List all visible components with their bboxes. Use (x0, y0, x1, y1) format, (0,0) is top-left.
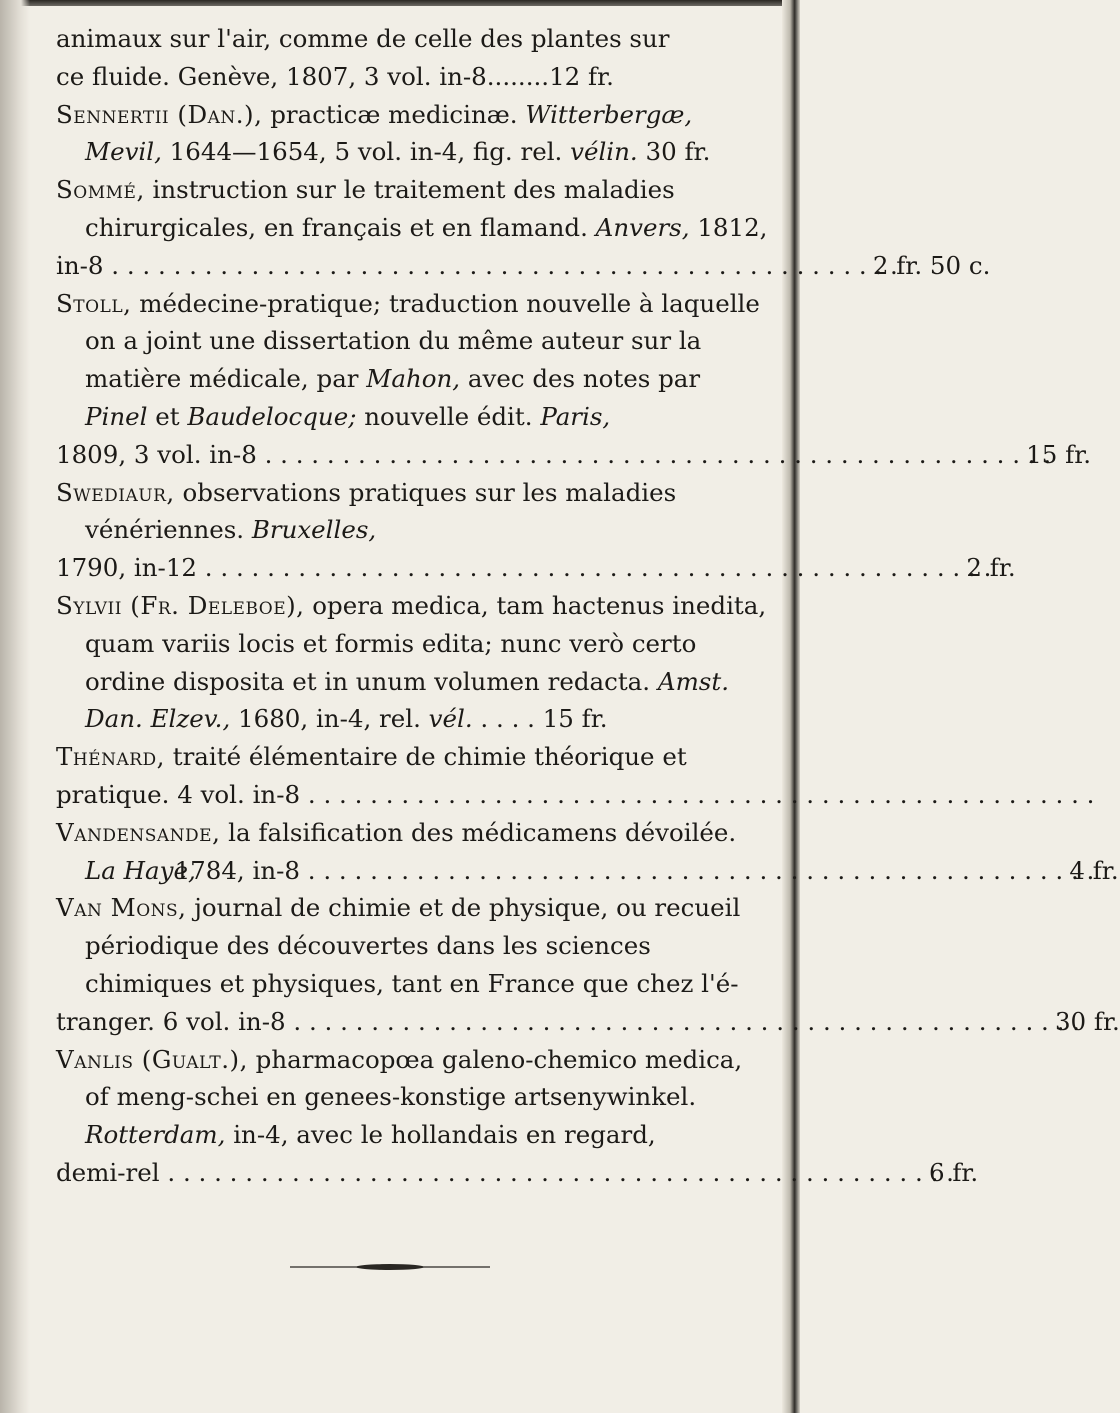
entry-place: Bruxelles, (251, 515, 377, 545)
entry-title: journal de chimie et de physique, ou recueil périodique des découvertes dans les sciences chimiques et physiques, tant en France que chez l'é- (85, 893, 741, 998)
entry-author: Vanlis (Gualt.), (56, 1044, 248, 1074)
entry-format: tranger. 6 vol. in-8 . . . (85, 1003, 1080, 1041)
entry-title: traité élémentaire de chimie théorique et (164, 742, 687, 772)
entry-binding: vél. (428, 704, 473, 734)
entry-author: Sommé, (56, 175, 145, 205)
entry-sennertii (56, 96, 768, 172)
entry-author: Stoll, (56, 288, 132, 318)
entry-place: La Haye, (85, 855, 196, 885)
entry-format: in-8 . . . (85, 247, 898, 285)
entry-author: Thénard, (56, 742, 165, 772)
entry-title: practicæ medicinæ. (262, 99, 526, 129)
entry-continuation (56, 20, 768, 96)
entry-format: 1790, in-12 . . . (85, 549, 991, 587)
entry-format: 1784, in-8 . . . (204, 852, 1095, 890)
entry-price: 15 fr. (542, 704, 608, 734)
entry-format: demi-rel . . . (85, 1154, 954, 1192)
page-top-edge (0, 0, 800, 6)
entry-somme (56, 171, 991, 284)
entry-title: la falsification des médicamens dévoilée. (220, 817, 737, 847)
entry-title: médecine-pratique; traduction nouvelle à laquelle on a joint une dissertation du même auteur sur la matière médicale, par (85, 288, 760, 394)
entry-text: avec des notes par (460, 364, 701, 394)
page-right-edge (782, 0, 800, 1413)
entry-place: Rotterdam, (85, 1120, 226, 1150)
entry-person: Baudelocque; (187, 401, 357, 431)
entry-sylvii: Sylvii (Fr. Deleboe), opera medica, tam hactenus inedita, quam variis locis et formis edita; nunc verò certo ordine disposita et in unum volumen redacta. Amst. Dan. Elzev., 1680, in-4, rel. vél. . . . . 15 fr. (56, 590, 767, 734)
entry-van-mons (56, 889, 1120, 1040)
entry-details: 1812, (689, 212, 768, 242)
catalog-page (56, 20, 1120, 1192)
entry-title: instruction sur le traitement des maladies chirurgicales, en français et en flamand. (85, 175, 675, 242)
entry-place: Paris, (540, 401, 611, 431)
entry-price: 2 fr. (966, 553, 1016, 583)
entry-line: animaux sur l'air, comme de celle des plantes sur (56, 24, 670, 53)
entry-author: Vandensande, (56, 817, 221, 847)
entry-author: Sennertii (Dan.), (56, 99, 263, 129)
entry-details: 1680, in-4, rel. (230, 704, 429, 734)
entry-author: Sylvii (Fr. Deleboe), (56, 590, 305, 620)
entry-price: 15 fr. (1026, 439, 1092, 469)
entry-person: Pinel (85, 401, 148, 431)
entry-price: 30 fr. (645, 137, 711, 167)
entry-author: Swediaur, (56, 477, 175, 507)
entry-thenard (56, 738, 768, 814)
entry-line: ce fluide. Genève, 1807, 3 vol. in-8........12 fr. (56, 61, 614, 91)
entry-person: Mahon, (366, 364, 461, 394)
entry-swediaur (56, 474, 1016, 587)
entry-place: Amst. Dan. Elzev., (85, 666, 730, 734)
entry-binding: vélin. (570, 137, 638, 167)
entry-format: 1809, 3 vol. in-8 . . . (85, 436, 1051, 474)
entry-title: opera medica, tam hactenus inedita, quam variis locis et formis edita; nunc verò certo ordine disposita et in unum volumen redacta. (85, 590, 767, 696)
entry-vandensande (56, 814, 1119, 890)
entry-author: Van Mons, (56, 893, 187, 923)
entry-stoll (56, 285, 1092, 474)
entry-price: 30 fr. (1054, 1006, 1120, 1036)
entry-vanlis (56, 1041, 979, 1192)
entry-place: Witterbergæ, Mevil, (85, 99, 693, 167)
entry-title: observations pratiques sur les maladies vénériennes. (85, 477, 677, 545)
end-ornament (290, 1263, 490, 1271)
entry-text: et (147, 401, 188, 431)
entry-price: 2 fr. 50 c. (872, 250, 991, 280)
entry-place: Anvers, (595, 212, 690, 242)
entry-format: pratique. 4 vol. in-8 . . . (85, 776, 1094, 814)
entry-details: 1644—1654, 5 vol. in-4, fig. rel. (161, 137, 571, 167)
entry-price: 6 fr. (928, 1157, 979, 1187)
entry-title: pharmacopœa galeno-chemico medica, of meng-schei en genees-konstige artsenywinkel. (85, 1044, 743, 1112)
entry-details: in-4, avec le hollandais en regard, (225, 1120, 656, 1150)
page-gutter-shadow (0, 0, 30, 1413)
entry-price: 4 fr. (1069, 855, 1119, 885)
entry-text: nouvelle édit. (356, 401, 541, 431)
